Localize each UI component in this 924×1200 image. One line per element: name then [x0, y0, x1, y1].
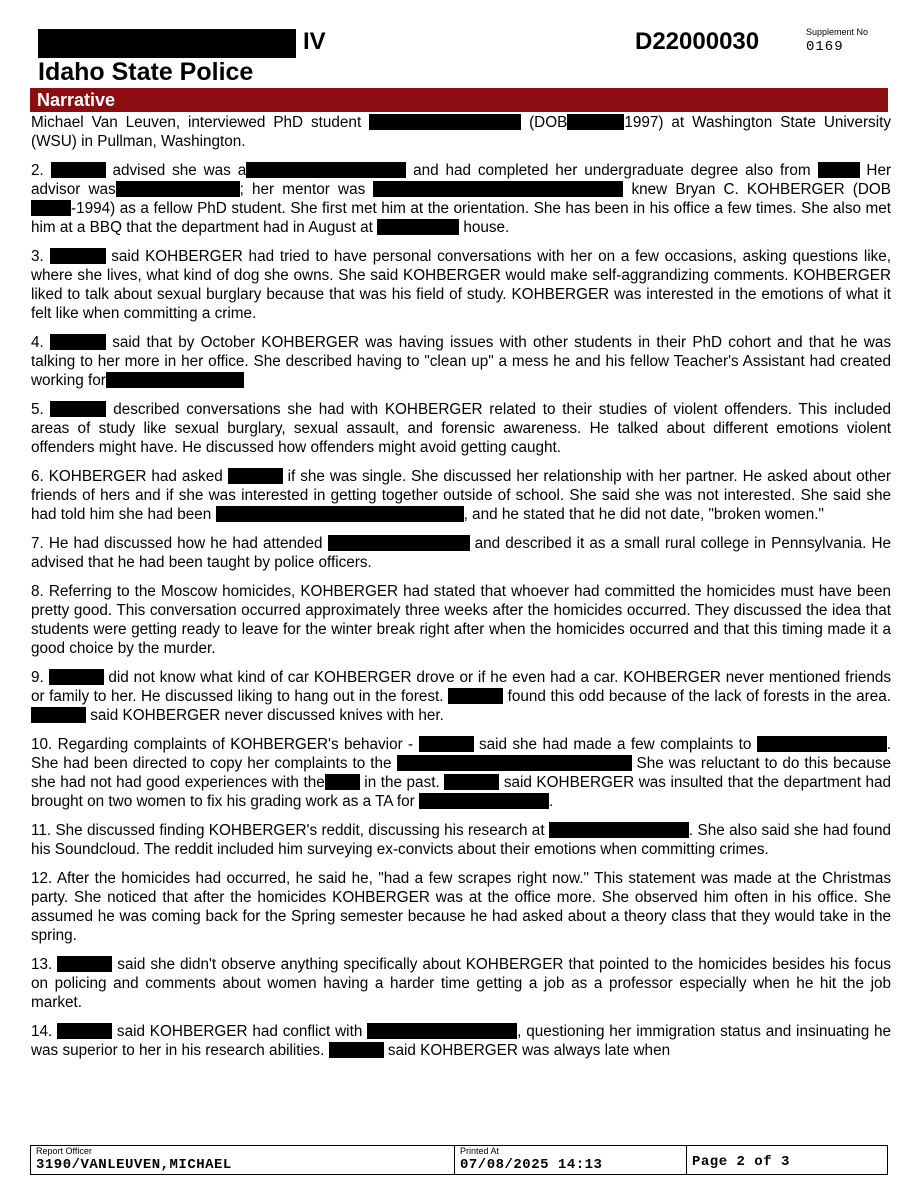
paragraph-5: [31, 400, 891, 457]
text: said KOHBERGER never discussed knives with her.: [90, 707, 444, 724]
supplement-number: 0169: [806, 39, 844, 55]
redaction: [419, 793, 549, 809]
paragraph-8: [31, 582, 891, 658]
paragraph-6: [31, 467, 891, 524]
redaction: [567, 114, 624, 130]
report-officer-cell: [31, 1146, 454, 1174]
redaction: [57, 956, 112, 972]
redaction: [328, 535, 470, 551]
text: 1997) at Washington State University (WSU) in Pullman, Washington.: [31, 114, 892, 150]
narrative-body: [31, 113, 891, 1070]
text: house.: [463, 219, 510, 236]
redaction: [38, 29, 296, 58]
redaction: [448, 688, 503, 704]
redaction: [50, 401, 106, 417]
paragraph-13: [31, 955, 891, 1012]
text: knew Bryan C. KOHBERGER (DOB: [631, 181, 892, 198]
redaction: [216, 506, 464, 522]
page-number-cell: [686, 1146, 888, 1174]
supplement-label: Supplement No: [806, 27, 869, 37]
text: if she was single. She discussed her relationship with her partner. He asked about other friends of hers and if she was interested in getting together outside of school. She said she was not interested. She said she had told him she had been: [31, 468, 891, 523]
redaction: [329, 1042, 384, 1058]
section-header: Narrative: [30, 88, 888, 112]
text: found this odd because of the lack of forests in the area.: [507, 688, 891, 705]
redaction: [377, 219, 459, 235]
redaction: [228, 468, 283, 484]
paragraph-14: [31, 1022, 891, 1060]
text: Her advisor was: [31, 162, 892, 198]
text: 10. Regarding complaints of KOHBERGER's behavior -: [31, 736, 414, 753]
redaction: [106, 372, 244, 388]
text: advised she was a: [112, 162, 247, 179]
paragraph-3: [31, 247, 891, 323]
redaction: [51, 162, 106, 178]
redaction: [49, 669, 104, 685]
redaction: [31, 707, 86, 723]
text: 3.: [31, 248, 44, 265]
text: described conversations she had with KOHBERGER related to their studies of violent offenders. This included areas of study like sexual burglary, sexual assault, and forensic awareness. He talked about different emotions violent offenders might have. He discussed how offenders might avoid getting caught.: [31, 401, 892, 456]
text: and had completed her undergraduate degree also from: [413, 162, 811, 179]
text: 13.: [31, 956, 53, 973]
text: , questioning her immigration status and insinuating he was superior to her in his research abilities.: [31, 1023, 892, 1059]
paragraph-10: [31, 735, 891, 811]
text: 5.: [31, 401, 44, 418]
redaction: [757, 736, 887, 752]
text: said KOHBERGER had conflict with: [116, 1023, 363, 1040]
paragraph-9: [31, 668, 891, 725]
text: did not know what kind of car KOHBERGER drove or if he even had a car. KOHBERGER never mentioned friends or family to her. He discussed liking to hang out in the forest.: [31, 669, 892, 705]
text: 11. She discussed finding KOHBERGER's reddit, discussing his research at: [31, 822, 545, 839]
redaction: [369, 114, 521, 130]
text: said she had made a few complaints to: [478, 736, 752, 753]
text: 4.: [31, 334, 44, 351]
printed-at-cell: [454, 1146, 687, 1174]
text: . She had been directed to copy her complaints to the: [31, 736, 892, 772]
text: 2.: [31, 162, 44, 179]
printed-at-label: Printed At: [460, 1146, 500, 1156]
printed-at-value: 07/08/2025 14:13: [460, 1157, 603, 1173]
report-officer-value: 3190/VANLEUVEN,MICHAEL: [36, 1157, 232, 1173]
text: .: [549, 793, 554, 810]
text: 7. He had discussed how he had attended: [31, 535, 323, 552]
paragraph-11: [31, 821, 891, 859]
redaction: [31, 200, 71, 216]
redaction: [549, 822, 689, 838]
redaction: [325, 774, 360, 790]
case-number: D22000030: [635, 28, 760, 55]
text: 14.: [31, 1023, 53, 1040]
text: in the past.: [364, 774, 440, 791]
paragraph-7: [31, 534, 891, 572]
text: 8. Referring to the Moscow homicides, KOHBERGER had stated that whoever had committed the homicides must have been pretty good. This conversation occurred approximately three weeks after the homicides occurred. They discussed the idea that students were getting ready to leave for the winter break right after when the homicides occurred and that this timing made it a good choice by the murder.: [31, 583, 891, 657]
paragraph-2: [31, 161, 891, 237]
paragraph-1: [31, 113, 891, 151]
redaction: [50, 334, 106, 350]
text: and described it as a small rural college in Pennsylvania. He advised that he had been taught by police officers.: [31, 535, 892, 571]
redaction: [50, 248, 106, 264]
report-officer-label: Report Officer: [36, 1146, 92, 1156]
text: She was reluctant to do this because she had not had good experiences with the: [31, 755, 891, 791]
text: 9.: [31, 669, 44, 686]
paragraph-4: [31, 333, 891, 390]
text: 12. After the homicides had occurred, he said he, "had a few scrapes right now." This statement was made at the Christmas party. She noticed that after the homicides KOHBERGER was at the office more. She observed him often in his office. She assumed he was coming back for the Spring semester because he had asked about a theory class that they would take in the spring.: [31, 870, 891, 944]
text: -1994) as a fellow PhD student. She first met him at the orientation. She has been in his office a few times. She also met him at a BBQ that the department had in August at: [31, 200, 891, 236]
redaction: [373, 181, 623, 197]
report-footer: [30, 1145, 888, 1175]
redaction: [419, 736, 474, 752]
redaction: [116, 181, 240, 197]
text: (DOB: [529, 114, 568, 131]
text: said KOHBERGER was always late when: [387, 1042, 671, 1059]
redaction: [444, 774, 499, 790]
text: said KOHBERGER was insulted that the department had brought on two women to fix his grading work as a TA for: [31, 774, 892, 810]
redaction: [397, 755, 632, 771]
redaction: [246, 162, 406, 178]
text: . She also said she had found his Soundcloud. The reddit included him surveying ex-convicts about their emotions when committing crimes.: [31, 822, 892, 858]
text: said she didn't observe anything specifically about KOHBERGER that pointed to the homicides besides his focus on policing and comments about women having a harder time getting a job as a professor especially when he hit the job market.: [31, 956, 891, 1011]
page-number: Page 2 of 3: [692, 1154, 790, 1170]
text: said KOHBERGER had tried to have personal conversations with her on a few occasions, asking questions like, where she lives, what kind of dog she owns. She said KOHBERGER would make self-aggrandizing comments. KOHBERGER liked to talk about sexual burglary because that was his field of study. KOHBERGER was interested in the emotions of what it felt like when committing a crime.: [31, 248, 892, 322]
paragraph-12: [31, 869, 891, 945]
redaction: [818, 162, 860, 178]
text: 6. KOHBERGER had asked: [31, 468, 223, 485]
text: Michael Van Leuven, interviewed PhD student: [31, 114, 362, 131]
text: ; her mentor was: [239, 181, 366, 198]
text: , and he stated that he did not date, "broken women.": [463, 506, 824, 523]
redaction: [57, 1023, 112, 1039]
text: said that by October KOHBERGER was having issues with other students in their PhD cohort and that he was talking to her more in her office. She described having to "clean up" a mess he and his fellow Teacher's Assistant had created working for: [31, 334, 891, 389]
redaction: [367, 1023, 517, 1039]
agency-title: Idaho State Police: [38, 58, 254, 86]
name-suffix: IV: [303, 28, 326, 55]
